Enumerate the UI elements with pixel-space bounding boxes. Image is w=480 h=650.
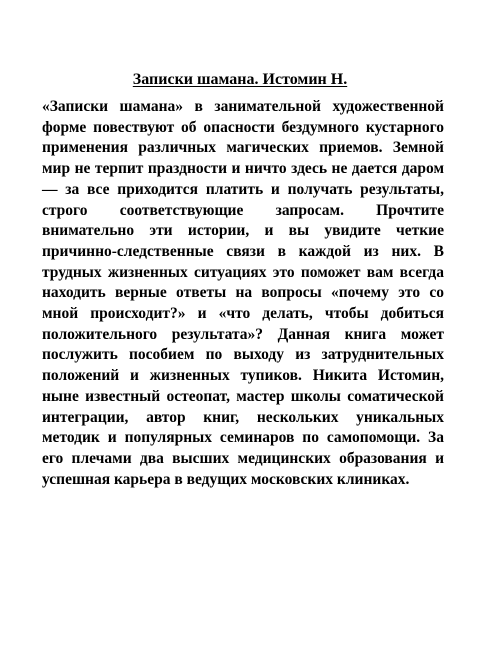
document-title: Записки шамана. Истомин Н. (132, 71, 348, 88)
document-body-paragraph: «Записки шамана» в занимательной художественной форме повествуют об опасности бездумного кустарного применения различных магических приемов. Земной мир не терпит праздности и ничто здесь не дается даром — за все приходится платить и получать результаты, строго соответствующие запросам. Прочтите внимательно эти истории, и вы увидите четкие причинно-следственные связи в каждой из них. В трудных жизненных ситуациях это поможет вам всегда находить верные ответы на вопросы «почему это со мной происходит?» и «что делать, чтобы добиться положительного результата»? Данная книга может послужить пособием по выходу из затруднительных положений и жизненных тупиков. Никита Истомин, ныне известный остеопат, мастер школы соматической интеграции, автор книг, нескольких уникальных методик и популярных семинаров по самопомощи. За его плечами два высших медицинских образования и успешная карьера в ведущих московских клиниках. (42, 98, 444, 488)
